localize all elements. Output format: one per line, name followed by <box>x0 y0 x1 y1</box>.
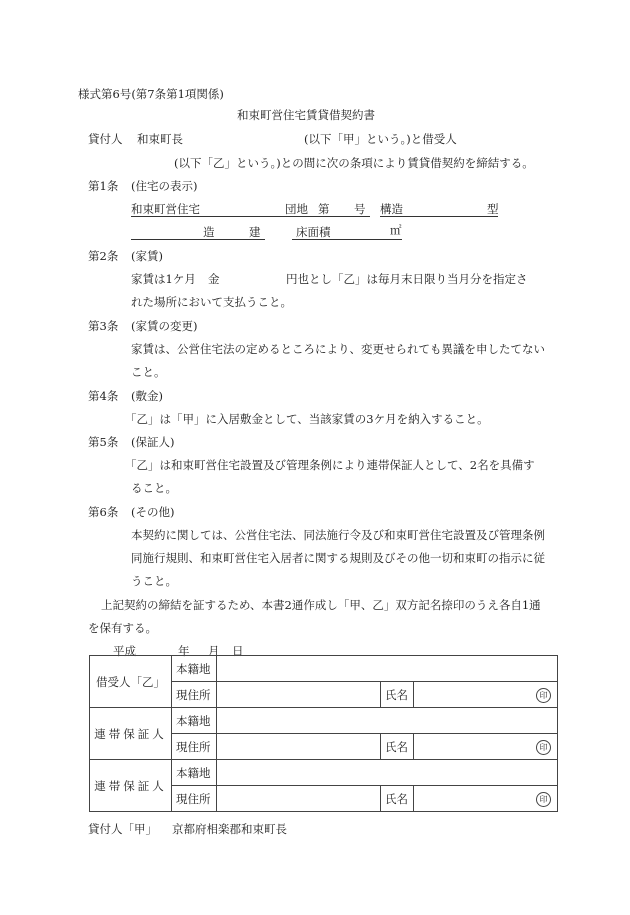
date-era: 平成 <box>113 644 136 658</box>
article-3-text-line1: 家賃は、公営住宅法の定めるところにより、変更せられても異議を申したてない <box>131 342 545 356</box>
domicile-label: 本籍地 <box>172 656 217 682</box>
article-4-number: 第4条 <box>88 389 119 403</box>
article-2-text-a: 家賃は1ケ月 <box>131 272 196 286</box>
field-ken-label: 建 <box>249 225 261 239</box>
role-cell: 連帯保証人 <box>90 760 172 812</box>
name-field[interactable] <box>414 734 558 760</box>
domicile-label: 本籍地 <box>172 760 217 786</box>
closing-text-line2: を保有する。 <box>88 621 157 635</box>
form-number: 様式第6号(第7条第1項関係) <box>78 87 224 101</box>
article-2-title: (家賃) <box>131 249 163 263</box>
lessor-name: 和束町長 <box>137 132 183 146</box>
field-danchi-label: 団地 <box>285 202 308 216</box>
domicile-field[interactable] <box>217 656 558 682</box>
name-label: 氏名 <box>381 734 414 760</box>
article-6-text-line1: 本契約に関しては、公営住宅法、同法施行令及び和束町営住宅設置及び管理条例 <box>131 528 545 542</box>
seal-icon: 印 <box>536 740 551 755</box>
name-label: 氏名 <box>381 786 414 812</box>
article-4-text: 「乙」は「甲」に入居敷金として、当該家賃の3ケ月を納入すること。 <box>125 412 489 426</box>
table-row <box>90 760 558 786</box>
field-underline-4 <box>292 239 402 240</box>
article-3-text-line2: こと。 <box>131 365 166 379</box>
field-type-label: 型 <box>487 202 499 216</box>
article-2-number: 第2条 <box>88 249 119 263</box>
intro-text: (以下「乙」という。)との間に次の条項により賃貸借契約を締結する。 <box>174 156 534 170</box>
document-title: 和束町営住宅賃貸借契約書 <box>237 108 375 122</box>
article-6-title: (その他) <box>131 505 175 519</box>
field-underline-3 <box>131 239 265 240</box>
signature-table <box>89 655 558 812</box>
name-field[interactable] <box>414 786 558 812</box>
article-5-text-line1: 「乙」は和束町営住宅設置及び管理条例により連帯保証人として、2名を具備す <box>125 458 535 472</box>
role-cell: 連帯保証人 <box>90 708 172 760</box>
field-dai-label: 第 <box>318 202 330 216</box>
seal-icon: 印 <box>536 792 551 807</box>
seal-icon: 印 <box>536 688 551 703</box>
date-year: 年 <box>178 644 190 658</box>
closing-text-line1: 上記契約の締結を証するため、本書2通作成し「甲、乙」双方記名捺印のうえ各自1通 <box>101 598 541 612</box>
article-6-number: 第6条 <box>88 505 119 519</box>
name-label: 氏名 <box>381 682 414 708</box>
address-label: 現住所 <box>172 786 217 812</box>
address-field[interactable] <box>217 682 381 708</box>
article-5-text-line2: ること。 <box>131 481 177 495</box>
table-row <box>90 656 558 682</box>
address-field[interactable] <box>217 786 381 812</box>
address-field[interactable] <box>217 734 381 760</box>
article-6-text-line3: うこと。 <box>131 574 177 588</box>
article-1-title: (住宅の表示) <box>131 179 198 193</box>
domicile-field[interactable] <box>217 760 558 786</box>
field-floor-area-label: 床面積 <box>296 225 331 239</box>
article-2-text-b: 金 <box>208 272 220 286</box>
field-area-unit: ㎡ <box>390 223 402 237</box>
domicile-field[interactable] <box>217 708 558 734</box>
date-day: 日 <box>232 644 244 658</box>
article-6-text-line2: 同施行規則、和束町営住宅入居者に関する規則及びその他一切和束町の指示に従 <box>131 551 545 565</box>
lessor-alias: (以下「甲」という。)と借受人 <box>304 132 457 146</box>
field-underline-2 <box>380 216 498 217</box>
article-1-number: 第1条 <box>88 179 119 193</box>
field-housing-name: 和束町営住宅 <box>131 202 200 216</box>
field-underline-1 <box>131 216 370 217</box>
article-3-number: 第3条 <box>88 319 119 333</box>
article-4-title: (敷金) <box>131 389 163 403</box>
lessor-label: 貸付人 <box>88 132 123 146</box>
address-label: 現住所 <box>172 682 217 708</box>
field-zo-label: 造 <box>203 225 215 239</box>
article-2-text-c: 円也とし「乙」は毎月末日限り当月分を指定さ <box>286 272 528 286</box>
domicile-label: 本籍地 <box>172 708 217 734</box>
role-cell: 借受人「乙」 <box>90 656 172 708</box>
table-row <box>90 708 558 734</box>
date-month: 月 <box>208 644 220 658</box>
article-2-text-line2: れた場所において支払うこと。 <box>131 295 292 309</box>
article-5-title: (保証人) <box>131 435 175 449</box>
article-5-number: 第5条 <box>88 435 119 449</box>
address-label: 現住所 <box>172 734 217 760</box>
footer-lessor-name: 京都府相楽郡和束町長 <box>172 822 287 836</box>
name-field[interactable] <box>414 682 558 708</box>
footer-lessor-label: 貸付人「甲」 <box>88 822 157 836</box>
article-3-title: (家賃の変更) <box>131 319 198 333</box>
field-go-label: 号 <box>354 202 366 216</box>
field-structure-label: 構造 <box>380 202 403 216</box>
